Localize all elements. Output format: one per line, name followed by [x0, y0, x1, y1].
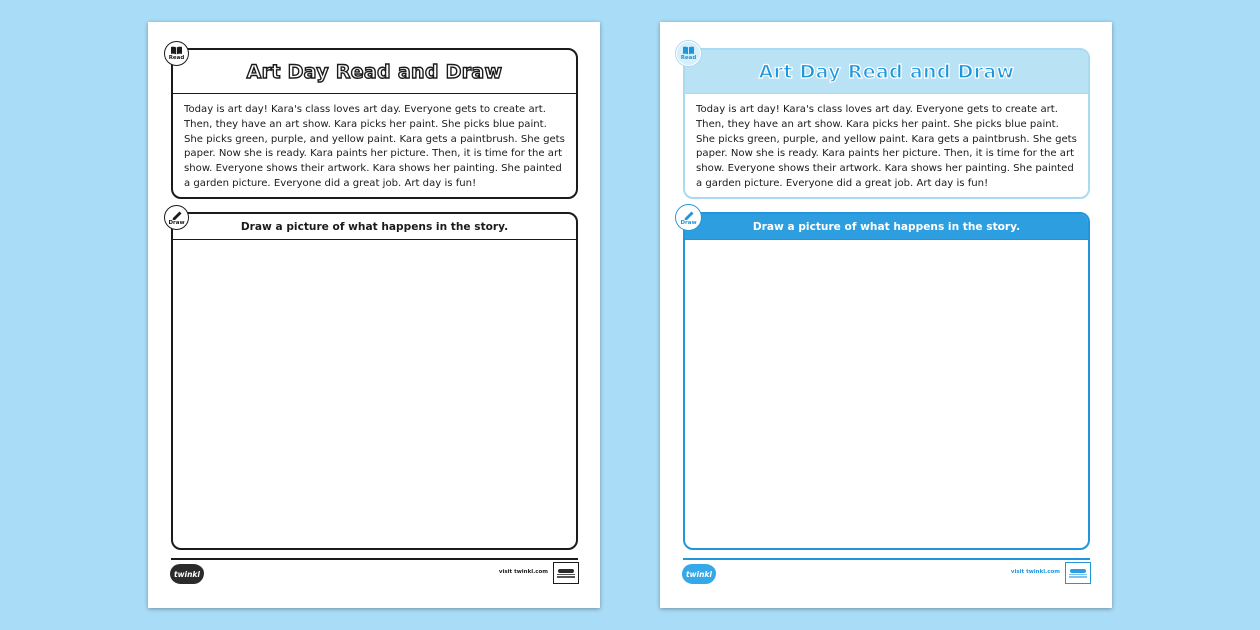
read-section [680, 48, 1090, 199]
read-badge-label: Read [680, 55, 697, 61]
draw-prompt: Draw a picture of what happens in the story. [685, 214, 1088, 240]
read-badge [164, 41, 189, 66]
open-book-icon [682, 46, 695, 55]
title-bar [173, 50, 576, 94]
quality-standard-badge [553, 562, 579, 584]
drawing-area[interactable] [173, 240, 576, 550]
read-badge-label: Read [168, 55, 185, 61]
worksheet-title: Art Day Read and Draw [758, 60, 1015, 83]
draw-badge-label: Draw [168, 219, 185, 226]
read-badge [676, 41, 701, 66]
pencil-icon [171, 210, 183, 220]
draw-badge [676, 205, 701, 230]
open-book-icon [170, 46, 183, 55]
draw-prompt: Draw a picture of what happens in the story. [173, 214, 576, 240]
footer-divider [683, 558, 1090, 560]
twinkl-logo: twinkl [682, 564, 716, 584]
read-section [168, 48, 578, 199]
story-text: Today is art day! Kara's class loves art day. Everyone gets to create art. Then, they have an art show. Kara picks her paint. She picks blue paint. She picks green, purple, and yellow paint. Kara gets a paintbrush. She gets paper. Now she is ready. Kara paints her picture. Then, it is time for the art show. Everyone shows their artwork. Kara shows her painting. She painted a garden picture. Everyone did a great job. Art day is fun! [696, 104, 1077, 189]
pencil-icon [683, 210, 695, 220]
draw-badge-label: Draw [680, 219, 697, 226]
story-text: Today is art day! Kara's class loves art day. Everyone gets to create art. Then, they have an art show. Kara picks her paint. She picks blue paint. She picks green, purple, and yellow paint. Kara gets a paintbrush. She gets paper. Now she is ready. Kara paints her picture. Then, it is time for the art show. Everyone shows their artwork. Kara shows her painting. She painted a garden picture. Everyone did a great job. Art day is fun! [184, 104, 565, 189]
draw-badge [164, 205, 189, 230]
title-bar [685, 50, 1088, 94]
drawing-area[interactable] [685, 240, 1088, 550]
footer-url: visit twinkl.com [1010, 569, 1060, 575]
draw-section [683, 212, 1090, 550]
twinkl-logo: twinkl [170, 564, 204, 584]
footer-url: visit twinkl.com [498, 569, 548, 575]
footer-divider [171, 558, 578, 560]
worksheet-bw [148, 22, 600, 608]
worksheet-title: Art Day Read and Draw [246, 60, 503, 83]
quality-standard-badge [1065, 562, 1091, 584]
worksheet-color [660, 22, 1112, 608]
draw-section [171, 212, 578, 550]
